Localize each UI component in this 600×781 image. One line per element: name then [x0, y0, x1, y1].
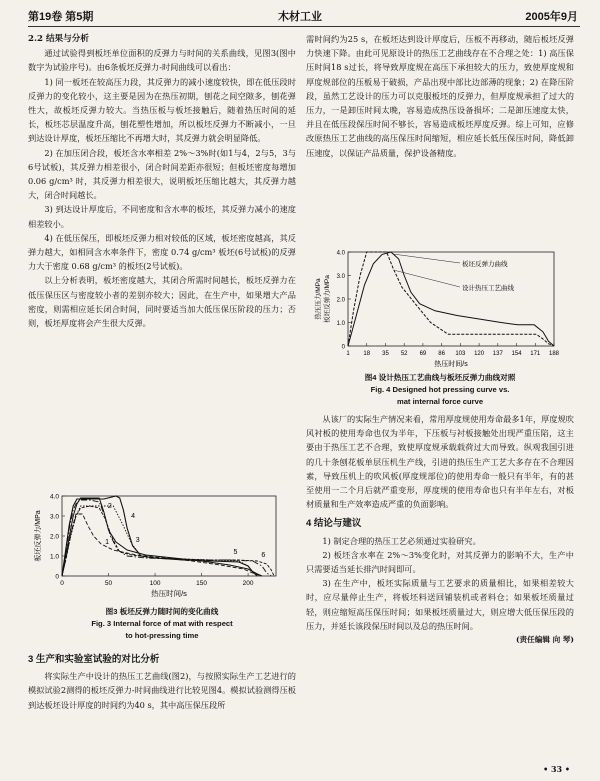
series-label: 4 [131, 513, 136, 520]
legend-label: 板坯反弹力曲线 [462, 261, 508, 268]
conclusion-item: 3) 在生产中，板坯实际质量与工艺要求的质量相比，如果相差较大时，应尽量停止生产，将板坯料送回铺装机或者料仓；如果板坯质量过轻，则应缩短高压保压时间；如果板坯质量过大，则应增大低压保压段的压力，并延长该段保压时间以及总的热压时间。 [306, 578, 574, 631]
series-label: 6 [261, 552, 266, 559]
x-tick-label: 35 [382, 351, 389, 357]
callout-line [395, 270, 460, 287]
x-tick-label: 154 [511, 351, 522, 357]
x-tick-label: 103 [455, 351, 466, 357]
y-tick-label: 0 [341, 344, 345, 351]
fig3-caption-cn: 图3 板坯反弹力随时间的变化曲线 [105, 607, 219, 616]
paragraph: 从该厂的实际生产情况来看，常用厚度规使用寿命最多1年，厚度规吹风衬板的使用寿命也仅为半年，下压板与衬板接触处出现严重压陷，这主要由于热压工艺不合理，致使厚度规承载载荷过大而导致。纵观我国引进的几十条刨花板单层压机生产线，引进的热压生产工艺大多存在不合理因素，导致压机上的吹风板(厚度规部位)的使用寿命一般只有半年，有的甚至使用一二个月后就严重变形，厚度规的使用寿命也只有半年左右，对板材质量和生产效率造成严重的负面影响。 [306, 414, 574, 510]
y-tick-label: 4.0 [49, 493, 59, 501]
fig4-plot [313, 251, 560, 369]
legend-label: 设计热压工艺曲线 [462, 285, 514, 292]
right-column-bottom [306, 412, 574, 647]
series-line [62, 496, 257, 576]
series-line [348, 252, 554, 346]
series-line [348, 252, 554, 346]
header-rule [28, 26, 580, 27]
x-axis-label: 热压时间/s [434, 361, 468, 368]
conclusion-item: 2) 板坯含水率在 2%～3%变化时，对其反弹力的影响不大，生产中只需要适当延长排汽时间即可。 [306, 549, 574, 575]
fig4-caption-en: Fig. 4 Designed hot pressing curve vs. [370, 385, 510, 394]
series-label: 5 [233, 549, 238, 556]
x-tick-label: 150 [196, 580, 207, 587]
y-axis-label: 板坯反弹力/MPa [35, 510, 42, 562]
x-axis-label: 热压时间/s [151, 589, 187, 598]
series-label: 3 [135, 537, 140, 544]
fig3-caption [28, 606, 296, 642]
y-tick-label: 2.0 [336, 297, 345, 304]
header-date: 2005年9月 [525, 11, 578, 23]
right-column [306, 32, 574, 160]
x-tick-label: 69 [419, 351, 427, 357]
paragraph: 将实际生产中设计的热压工艺曲线(图2)，与按照实际生产工艺进行的模拟试验2测得的板坯反弹力-时间曲线进行比较见图4。模拟试验测得压板到达板坯设计厚度的时间约为40 s，其中高压保压段所 [28, 671, 296, 710]
y-axis-label: 热压压力/MPa [315, 278, 322, 320]
x-tick-label: 188 [548, 351, 560, 357]
y-tick-label: 4.0 [336, 250, 345, 257]
y-axis-label: 板坯反弹力/MPa [324, 275, 331, 323]
y-tick-label: 3.0 [336, 274, 345, 280]
x-tick-label: 120 [474, 351, 485, 357]
series-label: 1 [105, 539, 109, 546]
x-tick-label: 100 [149, 580, 161, 587]
section-4-heading: 4 结论与建议 [306, 518, 362, 530]
fig3-caption-en: to hot-pressing time [125, 631, 199, 640]
paragraph: 通过试验得到板坯单位面积的反弹力与时间的关系曲线，见图3(图中数字为试验序号)。由6条板坯反弹力-时间曲线可以看出： [28, 48, 296, 73]
paragraph: 以上分析表明，板坯密度越大，其闭合所需时间越长，板坯反弹力在低压保压区与密度较小者的差别亦较大；因此，在生产中，如果增大产品密度，则需相应延长闭合时间，同时要适当加大低压保压阶段的压力；否则，板坯厚度将会产生很大反弹。 [28, 275, 296, 329]
paragraph: 4) 在低压保压，即板坯反弹力相对较低的区域，板坯密度越高，其反弹力越大，如相同含水率条件下，密度 0.74 g/cm³ 板坯(6号试板)的反弹力大于密度 0.68 g/cm³ 的板坯(2号试板)。 [28, 232, 296, 272]
series-line [62, 498, 262, 576]
y-tick-label: 1.0 [49, 553, 59, 561]
x-tick-label: 86 [438, 351, 445, 357]
series-label: 2 [107, 503, 112, 510]
plot-frame [348, 252, 554, 346]
series-line [62, 506, 274, 576]
paragraph: 3) 到达设计厚度后，不同密度和含水率的板坯，其反弹力减小的速度相差较小。 [28, 204, 296, 229]
fig3-chart [30, 488, 288, 606]
paragraph: 需时间约为25 s，在板坯达到设计厚度后，压板不再移动，随后板坯反弹力快速下降。由此可见原设计的热压工艺曲线存在不合理之处：1) 高压保压时间18 s过长，将导致厚度规在高压下承担较大的压力，致使厚度规和厚度规部位的压板易于破损，产品出现中部比边部薄的现象；2) 在降压阶段，虽然工艺设计的压力可以克服板坯的反弹力，但厚度规承担了过大的压力，一是卸压时间太晚，容易造成热压设备损坏；二是卸压速度太快，并且在低压段保压时间不够长，容易造成板坯厚度反弹。综上可知，应修改原热压工艺曲线的高压保压时间缩短，相应延长低压保压时间，降低卸压速度，以保证产品质量，保护设备精度。 [306, 34, 574, 158]
callout-line [393, 254, 460, 263]
conclusion-item: 1) 制定合理的热压工艺必须通过实验研究。 [322, 535, 481, 546]
x-tick-label: 50 [104, 580, 113, 587]
fig4-caption [306, 372, 574, 408]
header-issue: 第19卷 第5期 [28, 11, 94, 23]
paragraph: 2) 在加压闭合段，板坯含水率相差 2%～3%时(如1与4，2与5，3与6号试板)，其反弹力相差很小，闭合时间差距亦很短；但板坯密度每增加 0.06 g/cm³ 时，其反弹力相差很大，说明板坯压缩比越大，其反弹力越大，闭合时间越长。 [28, 147, 296, 201]
left-column-bottom [28, 651, 296, 712]
series-line [62, 506, 257, 576]
y-tick-label: 3.0 [49, 513, 59, 521]
editor-note: (责任编辑 向 琴) [515, 635, 574, 645]
x-tick-label: 18 [363, 351, 371, 357]
fig3-plot [33, 494, 276, 599]
y-tick-label: 2.0 [49, 533, 59, 541]
series-line [62, 514, 262, 576]
y-tick-label: 1.0 [336, 321, 345, 327]
x-tick-label: 171 [530, 351, 541, 357]
section-3-heading: 3 生产和实验室试验的对比分析 [28, 654, 160, 665]
series-line [62, 500, 271, 576]
paragraph: 1) 同一板坯在较高压力段，其反弹力的减小速度较快，即在低压段时反弹力的变化较小，这主要是因为在热压初期，刨花之间空隙多，刨花弹性大，故板坯反弹力较大。当热压板与板坯接触后，随着热压时间的延长，板坯芯层温度升高，刨花塑性增加，所以板坯反弹力不断减小，一旦到达设计厚度，板坯压缩比不再增大时，其反弹力就会明显降低。 [28, 76, 296, 144]
y-tick-label: 0 [55, 573, 59, 581]
section-2-2-heading: 2.2 结果与分析 [28, 34, 89, 44]
fig3-caption-en: Fig. 3 Internal force of mat with respect [91, 619, 233, 628]
page-number: • 33 • [543, 764, 570, 774]
fig4-chart [312, 232, 572, 372]
fig4-caption-en: mat internal force curve [396, 397, 484, 406]
fig4-caption-cn: 图4 设计热压工艺曲线与板坯反弹力曲线对照 [364, 373, 516, 382]
x-tick-label: 1 [346, 351, 350, 357]
x-tick-label: 200 [242, 580, 254, 587]
x-tick-label: 137 [492, 351, 503, 357]
left-column [28, 32, 296, 330]
header-journal: 木材工业 [278, 11, 322, 23]
x-tick-label: 52 [400, 351, 408, 357]
x-tick-label: 0 [60, 580, 64, 587]
